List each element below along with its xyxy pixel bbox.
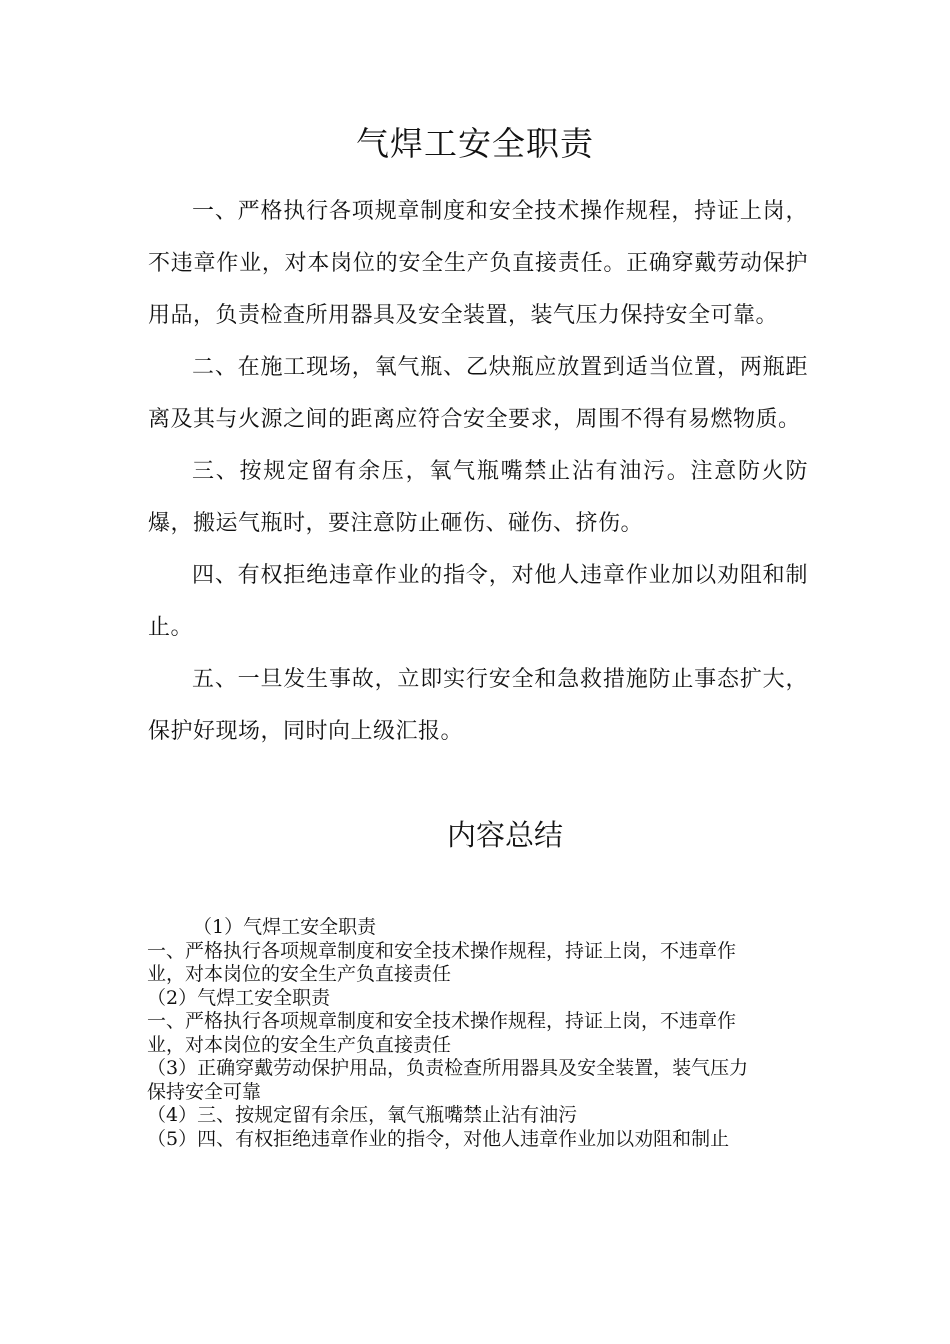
paragraph-5: 五、一旦发生事故，立即实行安全和急救措施防止事态扩大，保护好现场，同时向上级汇报。 [148,667,808,744]
summary-line: 保持安全可靠 [147,1080,262,1103]
summary-line: （2）气焊工安全职责 [147,986,331,1009]
summary-line: （3）正确穿戴劳动保护用品，负责检查所用器具及安全装置，装气压力 [147,1057,749,1079]
paragraph-2: 二、在施工现场，氧气瓶、乙炔瓶应放置到适当位置，两瓶距离及其与火源之间的距离应符合安全要求，周围不得有易燃物质。 [148,355,808,432]
summary-line: （4）三、按规定留有余压，氧气瓶嘴禁止沾有油污 [147,1104,578,1126]
summary-line: 业，对本岗位的安全生产负直接责任 [147,963,452,985]
summary-line: 一、严格执行各项规章制度和安全技术操作规程，持证上岗，不违章作 [147,1010,737,1032]
paragraph-4: 四、有权拒绝违章作业的指令，对他人违章作业加以劝阻和制止。 [148,563,808,640]
summary-line: 一、严格执行各项规章制度和安全技术操作规程，持证上岗，不违章作 [147,939,737,962]
document-body [148,186,808,758]
summary-line: 业，对本岗位的安全生产负直接责任 [147,1033,452,1056]
summary-line: （1）气焊工安全职责 [193,916,377,938]
document-title: 气焊工安全职责 [356,124,594,163]
summary-block [147,916,807,1151]
paragraph-3: 三、按规定留有余压，氧气瓶嘴禁止沾有油污。注意防火防爆，搬运气瓶时，要注意防止砸伤、碰伤、挤伤。 [148,459,808,536]
summary-title: 内容总结 [446,818,563,852]
summary-line: （5）四、有权拒绝违章作业的指令，对他人违章作业加以劝阻和制止 [147,1127,730,1150]
paragraph-1: 一、严格执行各项规章制度和安全技术操作规程，持证上岗，不违章作业，对本岗位的安全生产负直接责任。正确穿戴劳动保护用品，负责检查所用器具及安全装置，装气压力保持安全可靠。 [148,199,808,328]
